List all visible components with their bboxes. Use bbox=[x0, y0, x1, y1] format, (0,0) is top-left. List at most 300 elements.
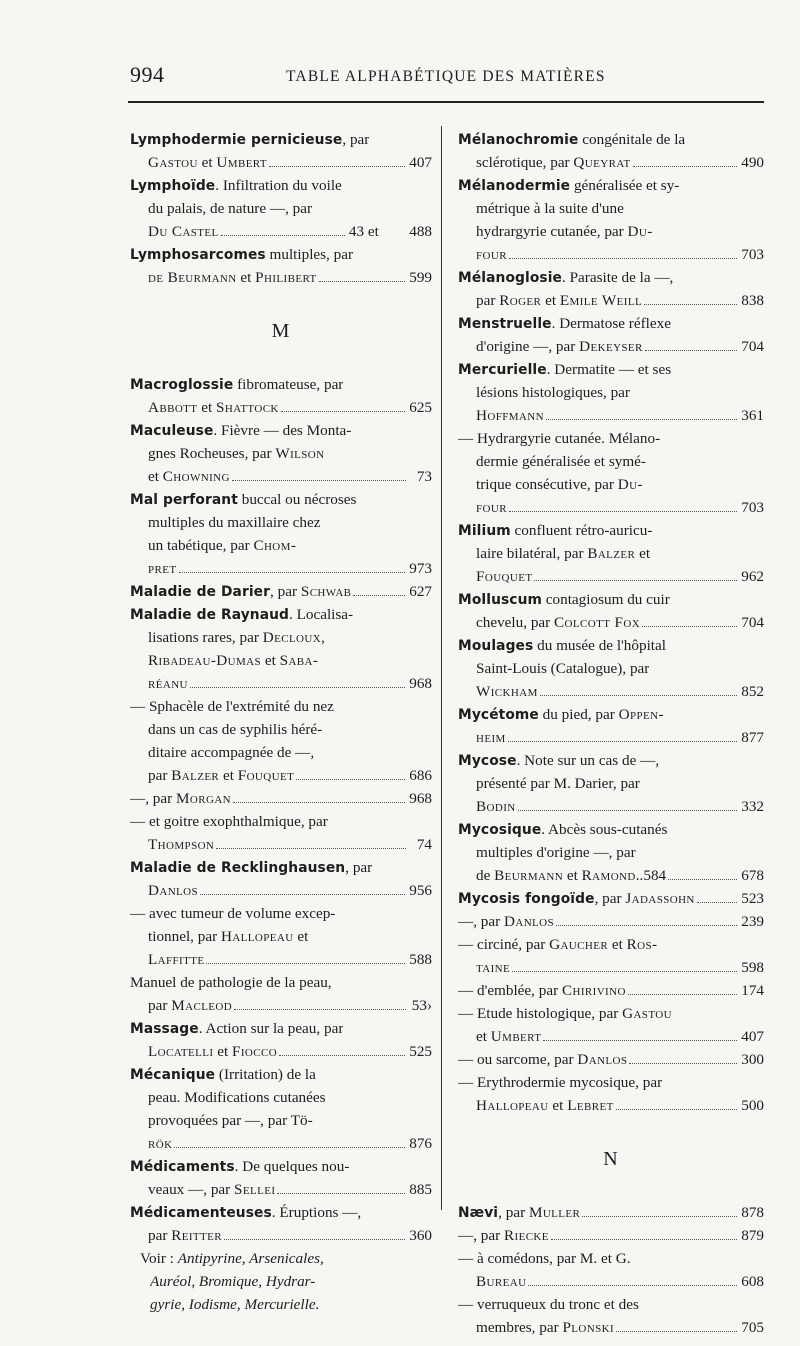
entry-line bbox=[130, 741, 432, 764]
entry-headword: Macroglossie bbox=[130, 377, 234, 393]
entry-text-segment: . Dermatite — et ses bbox=[546, 361, 672, 378]
entry-text-segment: Saint-Louis (Catalogue), par bbox=[476, 660, 650, 677]
author-name: Balzer bbox=[587, 545, 636, 562]
entry-line bbox=[458, 611, 764, 634]
page-reference bbox=[409, 1178, 432, 1201]
entry-text-segment: et bbox=[148, 468, 163, 485]
entry-line bbox=[458, 657, 764, 680]
entry-text bbox=[148, 1086, 326, 1109]
page-reference bbox=[409, 1224, 432, 1247]
index-entry bbox=[130, 810, 432, 856]
index-entry bbox=[130, 1155, 432, 1201]
section-letter-n: N bbox=[603, 1148, 619, 1170]
entry-text bbox=[458, 588, 670, 611]
entry-text-segment: et bbox=[261, 652, 280, 669]
author-name: Thompson bbox=[148, 836, 215, 853]
entry-line bbox=[458, 910, 764, 933]
entry-text bbox=[148, 1109, 313, 1132]
dot-leader bbox=[629, 1063, 737, 1064]
entry-text bbox=[458, 427, 660, 450]
entry-text-segment: par bbox=[148, 997, 172, 1014]
dot-leader bbox=[543, 1040, 737, 1041]
page-number-ref: 686 bbox=[409, 767, 432, 784]
author-name: Shattock bbox=[216, 399, 279, 416]
entry-line bbox=[458, 335, 764, 358]
page-number-ref: 625 bbox=[409, 399, 432, 416]
author-name: Riecke bbox=[503, 1227, 549, 1244]
entry-line bbox=[130, 1086, 432, 1109]
dot-leader bbox=[512, 971, 737, 972]
page-number-ref: 704 bbox=[741, 614, 764, 631]
entry-line bbox=[458, 680, 764, 703]
dot-leader bbox=[224, 1239, 405, 1240]
page-reference bbox=[741, 611, 764, 634]
entry-text bbox=[130, 1155, 349, 1178]
entry-line bbox=[458, 1071, 764, 1094]
entry-text bbox=[476, 381, 630, 404]
entry-headword: Mycétome bbox=[458, 707, 539, 723]
entry-text-segment: du musée de l'hôpital bbox=[533, 637, 666, 654]
entry-headword: Lymphodermie pernicieuse bbox=[130, 132, 343, 148]
entry-text bbox=[476, 795, 516, 818]
entry-text bbox=[458, 979, 626, 1002]
entry-text bbox=[148, 626, 325, 649]
page-reference bbox=[410, 994, 432, 1017]
entry-line bbox=[458, 1201, 764, 1224]
see-also-text: Auréol, Bromique, Hydrar- bbox=[150, 1273, 316, 1290]
page-reference bbox=[741, 680, 764, 703]
index-entry bbox=[458, 588, 764, 634]
entry-text-segment: et bbox=[608, 936, 627, 953]
entry-line bbox=[130, 1155, 432, 1178]
entry-text bbox=[148, 1132, 172, 1155]
entry-text-segment: . Localisa- bbox=[289, 606, 354, 623]
entry-text bbox=[148, 948, 204, 971]
dot-leader bbox=[556, 925, 737, 926]
entry-line bbox=[130, 948, 432, 971]
page-number-ref: 588 bbox=[409, 951, 432, 968]
entry-headword: Mycosis fongoïde bbox=[458, 891, 595, 907]
entry-line bbox=[130, 925, 432, 948]
author-name: Saba- bbox=[279, 652, 319, 669]
index-entry bbox=[458, 128, 764, 174]
page-reference bbox=[409, 879, 432, 902]
entry-headword: Moulages bbox=[458, 638, 534, 654]
entry-text-segment: provoquées par —, par Tö- bbox=[148, 1112, 313, 1129]
author-name: réanu bbox=[148, 675, 188, 692]
index-entry bbox=[130, 373, 432, 419]
page-reference bbox=[741, 151, 764, 174]
author-name: taine bbox=[476, 959, 511, 976]
entry-text bbox=[458, 703, 664, 726]
page-reference bbox=[741, 404, 764, 427]
index-entry bbox=[458, 703, 764, 749]
entry-text-segment: — et goitre exophthalmique, par bbox=[130, 813, 328, 830]
page-reference-prefix: 43 et bbox=[348, 223, 379, 240]
dot-leader bbox=[179, 572, 406, 573]
entry-line bbox=[458, 473, 764, 496]
author-name: Roger bbox=[499, 292, 542, 309]
entry-line bbox=[458, 1025, 764, 1048]
page-number-ref: 705 bbox=[741, 1319, 764, 1336]
page-number-ref: 332 bbox=[741, 798, 764, 815]
entry-headword: Nævi bbox=[458, 1205, 499, 1221]
page-number-ref: 599 bbox=[409, 269, 432, 286]
entry-line bbox=[130, 488, 432, 511]
entry-line bbox=[130, 534, 432, 557]
entry-line bbox=[458, 956, 764, 979]
entry-text-segment: ditaire accompagnée de —, bbox=[148, 744, 315, 761]
index-entry bbox=[130, 856, 432, 902]
dot-leader bbox=[551, 1239, 737, 1240]
entry-line bbox=[130, 174, 432, 197]
author-name: Fouquet bbox=[476, 568, 533, 585]
entry-headword: Mal perforant bbox=[130, 492, 238, 508]
author-name: Gastou bbox=[622, 1005, 672, 1022]
dot-leader bbox=[281, 411, 405, 412]
entry-text bbox=[476, 772, 640, 795]
index-entry bbox=[458, 427, 764, 519]
index-entry bbox=[130, 603, 432, 695]
entry-headword: Mycose bbox=[458, 753, 517, 769]
entry-line bbox=[130, 1247, 432, 1270]
page-number-ref: 360 bbox=[409, 1227, 432, 1244]
index-entry bbox=[458, 1224, 764, 1247]
entry-text-segment: — avec tumeur de volume excep- bbox=[130, 905, 336, 922]
author-name: Du- bbox=[617, 476, 643, 493]
entry-text bbox=[458, 910, 554, 933]
page-number-ref: 525 bbox=[409, 1043, 432, 1060]
author-name: heim bbox=[476, 729, 506, 746]
dot-leader bbox=[546, 419, 737, 420]
entry-text-segment: congénitale de la bbox=[578, 131, 686, 148]
page-number-ref: 174 bbox=[741, 982, 764, 999]
entry-text bbox=[148, 764, 294, 787]
entry-text-segment: généralisée et sy- bbox=[570, 177, 680, 194]
author-name: Philibert bbox=[255, 269, 317, 286]
entry-text-segment: et bbox=[635, 545, 651, 562]
author-name: Fouquet bbox=[237, 767, 295, 784]
entry-text bbox=[476, 243, 507, 266]
entry-text bbox=[130, 902, 335, 925]
entry-text bbox=[458, 266, 673, 289]
entry-text-segment: —, par bbox=[130, 790, 176, 807]
entry-text-segment: — d'emblée, par bbox=[458, 982, 562, 999]
index-entry bbox=[130, 1201, 432, 1316]
entry-line bbox=[458, 151, 764, 174]
entry-text bbox=[130, 695, 334, 718]
entry-text-segment: gnes Rocheuses, par bbox=[148, 445, 276, 462]
entry-text bbox=[458, 818, 667, 841]
page-reference bbox=[741, 1224, 764, 1247]
entry-text bbox=[476, 496, 507, 519]
entry-text-segment: un tabétique, par bbox=[148, 537, 254, 554]
right-column bbox=[458, 128, 764, 1339]
page-number-ref: 885 bbox=[409, 1181, 432, 1198]
entry-text bbox=[476, 864, 666, 887]
entry-line bbox=[130, 580, 432, 603]
header-rule bbox=[128, 101, 764, 103]
entry-text bbox=[458, 1002, 672, 1025]
entry-line bbox=[458, 1270, 764, 1293]
entry-text-segment: . Éruptions —, bbox=[271, 1204, 362, 1221]
entry-text bbox=[148, 511, 321, 534]
running-head: TABLE ALPHABÉTIQUE DES MATIÈRES bbox=[286, 68, 606, 85]
entry-text-segment: par bbox=[476, 292, 500, 309]
index-entry bbox=[130, 243, 432, 289]
index-entry bbox=[458, 1002, 764, 1048]
page-reference bbox=[741, 335, 764, 358]
page-reference bbox=[409, 396, 432, 419]
entry-headword: Menstruelle bbox=[458, 316, 552, 332]
entry-line bbox=[130, 879, 432, 902]
entry-text bbox=[148, 649, 318, 672]
index-entry bbox=[458, 910, 764, 933]
entry-line bbox=[458, 220, 764, 243]
entry-text-segment: présenté par M. Darier, par bbox=[476, 775, 640, 792]
entry-line bbox=[130, 718, 432, 741]
index-entry bbox=[130, 128, 432, 174]
page-number-ref: 361 bbox=[741, 407, 764, 424]
page-reference bbox=[741, 795, 764, 818]
entry-text bbox=[148, 1178, 275, 1201]
index-entry bbox=[130, 971, 432, 1017]
author-name: Schwab bbox=[300, 583, 352, 600]
page-number-ref: 678 bbox=[741, 867, 764, 884]
entry-text-segment: (Irritation) de la bbox=[215, 1066, 316, 1083]
entry-headword: Massage bbox=[130, 1021, 199, 1037]
entry-line bbox=[458, 427, 764, 450]
entry-line bbox=[458, 197, 764, 220]
entry-text-segment: de bbox=[476, 867, 495, 884]
entry-text bbox=[148, 396, 279, 419]
entry-headword: Mycosique bbox=[458, 822, 542, 838]
entry-line bbox=[458, 404, 764, 427]
entry-line bbox=[458, 772, 764, 795]
dot-leader bbox=[234, 1009, 406, 1010]
page-reference bbox=[409, 557, 432, 580]
entry-text bbox=[458, 358, 671, 381]
entry-text bbox=[148, 1040, 277, 1063]
entry-text bbox=[476, 680, 538, 703]
entry-text-segment: , par bbox=[342, 131, 370, 148]
index-entry bbox=[130, 902, 432, 971]
author-name: Ribadeau-Dumas bbox=[148, 652, 262, 669]
entry-text bbox=[476, 473, 643, 496]
entry-text-segment: Manuel de pathologie de la peau, bbox=[130, 974, 332, 991]
entry-text-segment: et bbox=[541, 292, 560, 309]
page-number-ref: 968 bbox=[409, 675, 432, 692]
author-name: Danlos bbox=[577, 1051, 628, 1068]
entry-text-segment: — Sphacèle de l'extrémité du nez bbox=[130, 698, 334, 715]
index-entry bbox=[458, 1201, 764, 1224]
entry-line bbox=[458, 266, 764, 289]
author-name: Hoffmann bbox=[476, 407, 544, 424]
entry-line bbox=[130, 151, 432, 174]
entry-text-segment: — à comédons, par M. et G. bbox=[458, 1250, 631, 1267]
entry-text-segment: et bbox=[563, 867, 582, 884]
page-number-ref: 838 bbox=[741, 292, 764, 309]
page-reference bbox=[741, 1270, 764, 1293]
page-number-ref: 500 bbox=[741, 1097, 764, 1114]
entry-headword: Mercurielle bbox=[458, 362, 547, 378]
author-name: Du- bbox=[627, 223, 653, 240]
entry-line bbox=[458, 1002, 764, 1025]
index-entry bbox=[458, 358, 764, 427]
entry-line bbox=[458, 450, 764, 473]
entry-headword: Mélanodermie bbox=[458, 178, 571, 194]
entry-text bbox=[148, 151, 267, 174]
entry-line bbox=[458, 289, 764, 312]
author-name: Queyrat bbox=[573, 154, 631, 171]
entry-line bbox=[458, 841, 764, 864]
entry-text-segment: trique consécutive, par bbox=[476, 476, 618, 493]
entry-line bbox=[130, 902, 432, 925]
entry-line bbox=[458, 979, 764, 1002]
entry-line bbox=[130, 197, 432, 220]
author-name: Oppen- bbox=[618, 706, 664, 723]
entry-text-segment: ..584 bbox=[635, 867, 667, 884]
page-reference bbox=[741, 1094, 764, 1117]
entry-line bbox=[458, 1224, 764, 1247]
entry-headword: Lymphoïde bbox=[130, 178, 216, 194]
entry-text-segment: lisations rares, par bbox=[148, 629, 263, 646]
author-name: Umbert bbox=[216, 154, 268, 171]
entry-text-segment: fibromateuse, par bbox=[233, 376, 344, 393]
entry-text bbox=[130, 373, 343, 396]
dot-leader bbox=[528, 1285, 737, 1286]
entry-text-segment: tionnel, par bbox=[148, 928, 221, 945]
entry-line bbox=[130, 994, 432, 1017]
entry-line bbox=[130, 787, 432, 810]
author-name: Hallopeau bbox=[220, 928, 294, 945]
entry-text bbox=[148, 465, 230, 488]
page-reference bbox=[409, 1132, 432, 1155]
page-reference bbox=[741, 726, 764, 749]
entry-line bbox=[458, 933, 764, 956]
page-number-ref: 488 bbox=[409, 223, 432, 240]
entry-text-segment: par bbox=[148, 767, 172, 784]
author-name: Chirivino bbox=[561, 982, 626, 999]
entry-headword: Lymphosarcomes bbox=[130, 247, 266, 263]
entry-line bbox=[458, 1316, 764, 1339]
index-entry bbox=[458, 1247, 764, 1293]
entry-text bbox=[458, 933, 658, 956]
entry-text bbox=[148, 833, 214, 856]
entry-line bbox=[458, 496, 764, 519]
author-name: Gaucher bbox=[549, 936, 609, 953]
entry-text-segment: et bbox=[548, 1097, 568, 1114]
page-reference bbox=[741, 289, 764, 312]
entry-text-segment: buccal ou nécroses bbox=[237, 491, 357, 508]
entry-line bbox=[130, 266, 432, 289]
dot-leader bbox=[269, 166, 405, 167]
entry-text bbox=[130, 787, 231, 810]
entry-line bbox=[130, 1040, 432, 1063]
entry-line bbox=[458, 749, 764, 772]
entry-text bbox=[476, 542, 650, 565]
page-number-ref: 608 bbox=[741, 1273, 764, 1290]
author-name: Balzer bbox=[171, 767, 220, 784]
page-number-ref: 523 bbox=[741, 890, 764, 907]
dot-leader bbox=[628, 994, 737, 995]
entry-text bbox=[476, 1094, 614, 1117]
dot-leader bbox=[616, 1109, 738, 1110]
page-reference bbox=[409, 580, 432, 603]
entry-text bbox=[458, 1201, 580, 1224]
entry-text bbox=[148, 557, 177, 580]
entry-text-segment: et bbox=[293, 928, 309, 945]
entry-line bbox=[458, 1247, 764, 1270]
dot-leader bbox=[221, 235, 345, 236]
entry-line bbox=[130, 1270, 432, 1293]
entry-text-segment: membres, par bbox=[476, 1319, 563, 1336]
author-name: Wilson bbox=[275, 445, 325, 462]
entry-text bbox=[476, 1270, 526, 1293]
dot-leader bbox=[509, 258, 737, 259]
entry-text bbox=[476, 841, 636, 864]
entry-text-segment: chevelu, par bbox=[476, 614, 555, 631]
author-name: Ros- bbox=[626, 936, 658, 953]
entry-text bbox=[458, 312, 671, 335]
dot-leader bbox=[633, 166, 738, 167]
dot-leader bbox=[668, 879, 737, 880]
entry-text bbox=[130, 603, 353, 626]
author-name: Du Castel bbox=[148, 223, 219, 240]
entry-line bbox=[458, 1293, 764, 1316]
index-entry bbox=[458, 266, 764, 312]
entry-text bbox=[458, 634, 666, 657]
see-also-text: Antipyrine, Arsenicales, bbox=[177, 1250, 324, 1267]
entry-line bbox=[130, 810, 432, 833]
page-number-ref: 968 bbox=[409, 790, 432, 807]
entry-text-segment: . Abcès sous-cutanés bbox=[541, 821, 668, 838]
entry-line bbox=[130, 649, 432, 672]
author-name: Danlos bbox=[503, 913, 555, 930]
entry-text-segment: — circiné, par bbox=[458, 936, 550, 953]
dot-leader bbox=[233, 802, 405, 803]
author-name: Danlos bbox=[148, 882, 199, 899]
entry-line bbox=[130, 1063, 432, 1086]
page-number-ref: 627 bbox=[409, 583, 432, 600]
index-entry bbox=[458, 979, 764, 1002]
entry-line bbox=[458, 542, 764, 565]
page-reference bbox=[741, 1048, 764, 1071]
index-entry bbox=[458, 312, 764, 358]
entry-text bbox=[148, 266, 317, 289]
dot-leader bbox=[296, 779, 405, 780]
index-entry bbox=[130, 1017, 432, 1063]
index-entry bbox=[130, 580, 432, 603]
entry-text bbox=[148, 879, 198, 902]
author-name: rök bbox=[148, 1135, 173, 1152]
entry-line bbox=[130, 220, 432, 243]
page-number-ref: 74 bbox=[416, 836, 432, 853]
entry-text bbox=[458, 1048, 627, 1071]
page-reference bbox=[410, 833, 432, 856]
entry-line bbox=[458, 381, 764, 404]
entry-text bbox=[458, 1071, 662, 1094]
entry-text bbox=[130, 488, 356, 511]
page-number-ref: 703 bbox=[741, 246, 764, 263]
entry-text-segment: hydrargyrie cutanée, par bbox=[476, 223, 628, 240]
entry-text bbox=[130, 128, 369, 151]
index-entry bbox=[130, 174, 432, 243]
dot-leader bbox=[216, 848, 406, 849]
entry-text-segment: . Parasite de la —, bbox=[562, 269, 674, 286]
entry-text bbox=[476, 404, 544, 427]
dot-leader bbox=[190, 687, 405, 688]
